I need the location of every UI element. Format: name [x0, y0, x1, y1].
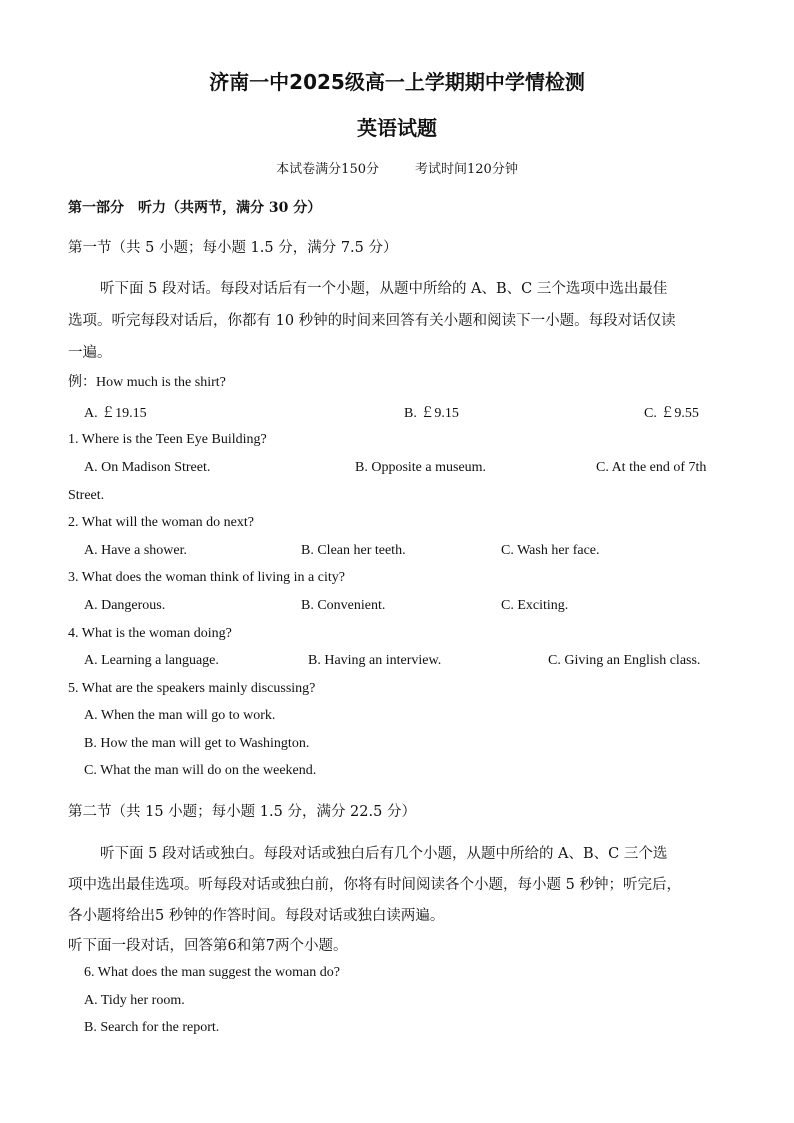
question-5-option-a: A. When the man will go to work. [84, 708, 276, 723]
section1-instructions-line1: 听下面 5 段对话。每段对话后有一个小题，从题中所给的 A、B、C 三个选项中选出最佳 [100, 281, 668, 297]
question-4: 4. What is the woman doing? [68, 626, 232, 641]
section2-instructions-line2: 项中选出最佳选项。听每段对话或独白前，你将有时间阅读各个小题，每小题 5 秒钟；听完后， [68, 877, 681, 893]
question-4-option-a: A. Learning a language. [84, 653, 219, 668]
question-1-option-a: A. On Madison Street. [84, 460, 211, 475]
question-5-option-c: C. What the man will do on the weekend. [84, 763, 317, 778]
exam-subtitle: 英语试题 [357, 116, 437, 140]
question-3-option-a: A. Dangerous. [84, 598, 166, 613]
section1-instructions-line3: 一遍。 [68, 345, 112, 361]
question-4-option-b: B. Having an interview. [308, 653, 442, 668]
question-4-option-c: C. Giving an English class. [548, 653, 701, 668]
section2-heading: 第二节（共 15 小题；每小题 1.5 分，满分 22.5 分） [68, 804, 416, 820]
question-6-option-a: A. Tidy her room. [84, 993, 185, 1008]
question-5: 5. What are the speakers mainly discussing? [68, 681, 316, 696]
question-3-option-b: B. Convenient. [301, 598, 386, 613]
exam-title: 济南一中2025级高一上学期期中学情检测 [209, 70, 585, 94]
question-5-option-b: B. How the man will get to Washington. [84, 736, 310, 751]
question-2-option-b: B. Clean her teeth. [301, 543, 406, 558]
example-option-c: C. ￡9.55 [644, 406, 699, 421]
question-1-option-c: C. At the end of 7th [596, 460, 707, 475]
question-6: 6. What does the man suggest the woman do? [84, 965, 340, 980]
question-6-option-b: B. Search for the report. [84, 1020, 220, 1035]
question-1: 1. Where is the Teen Eye Building? [68, 432, 267, 447]
section1-heading: 第一节（共 5 小题；每小题 1.5 分，满分 7.5 分） [68, 240, 398, 256]
question-2: 2. What will the woman do next? [68, 515, 254, 530]
question-1-option-b: B. Opposite a museum. [355, 460, 487, 475]
question-3: 3. What does the woman think of living in a city? [68, 570, 345, 585]
exam-info [0, 158, 794, 177]
example-option-a: A. ￡19.15 [84, 406, 147, 421]
dialogue-intro: 听下面一段对话，回答第6和第7两个小题。 [68, 938, 348, 954]
section2-instructions-line3: 各小题将给出5 秒钟的作答时间。每段对话或独白读两遍。 [68, 908, 445, 924]
exam-info-time: 考试时间120分钟 [415, 162, 518, 177]
example-option-b: B. ￡9.15 [404, 406, 459, 421]
question-1-option-c-wrap: Street. [68, 488, 105, 503]
question-2-option-c: C. Wash her face. [501, 543, 600, 558]
section2-instructions-line1: 听下面 5 段对话或独白。每段对话或独白后有几个小题，从题中所给的 A、B、C 三个选 [100, 846, 668, 862]
question-2-option-a: A. Have a shower. [84, 543, 188, 558]
exam-info-score: 本试卷满分150分 [276, 162, 379, 177]
part1-heading: 第一部分 听力（共两节，满分 30 分） [68, 200, 322, 216]
question-3-option-c: C. Exciting. [501, 598, 569, 613]
section1-instructions-line2: 选项。听完每段对话后，你都有 10 秒钟的时间来回答有关小题和阅读下一小题。每段对话仅读 [68, 313, 676, 329]
example-question: 例：How much is the shirt? [68, 375, 226, 390]
